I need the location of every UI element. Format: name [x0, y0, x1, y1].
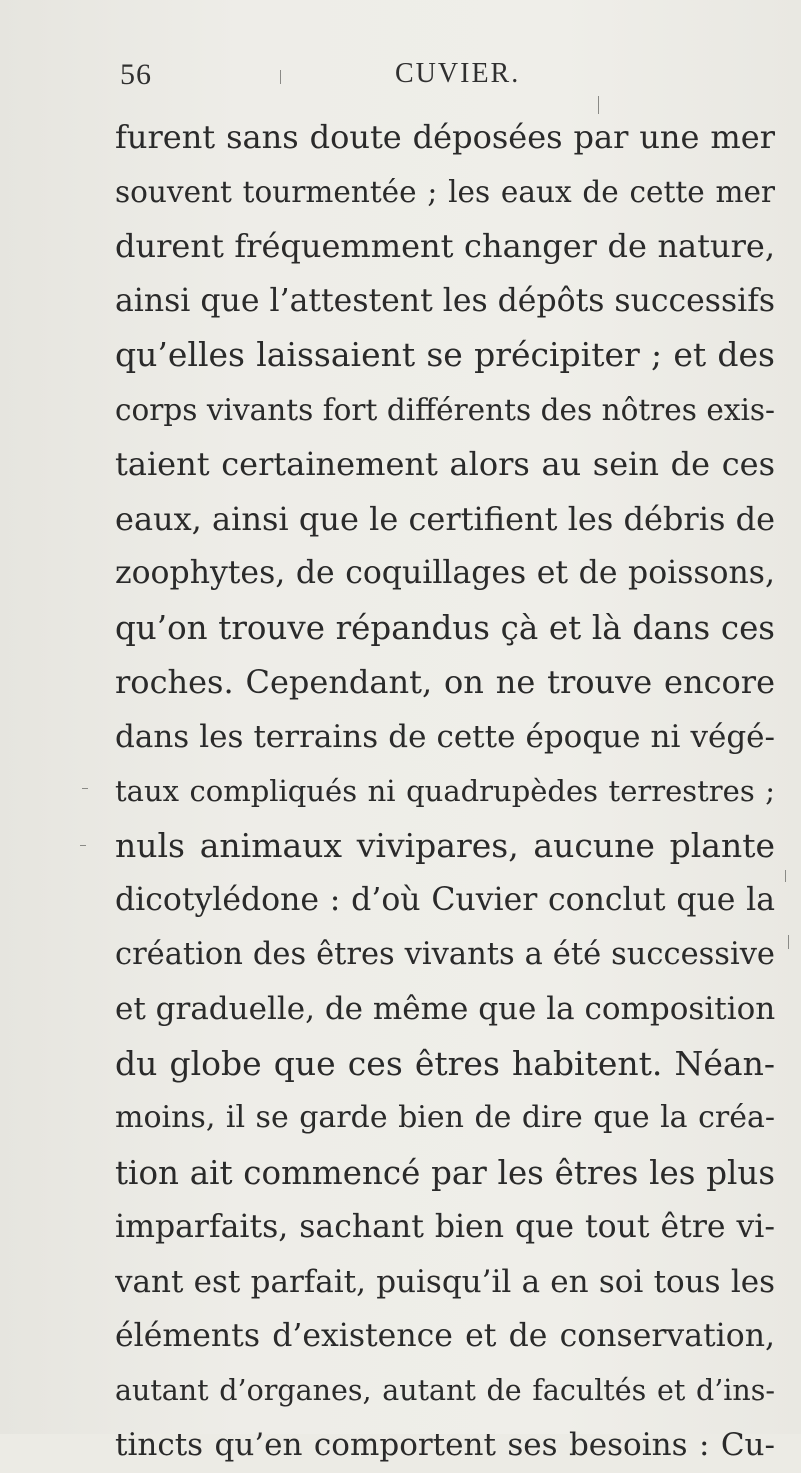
text-line: taient certainement alors au sein de ces	[115, 445, 775, 483]
text-line: zoophytes, de coquillages et de poissons,	[115, 555, 775, 591]
text-line: taux compliqués ni quadrupèdes terrestres ;	[115, 774, 775, 808]
margin-mark	[82, 788, 88, 789]
text-line: éléments d’existence et de conservation,	[115, 1318, 775, 1354]
margin-mark	[788, 935, 789, 949]
text-line: durent fréquemment changer de nature,	[115, 227, 775, 265]
text-line: corps vivants fort différents des nôtres exis-	[115, 392, 775, 427]
text-line: tincts qu’en comportent ses besoins : Cu-	[115, 1427, 775, 1463]
text-line: dicotylédone : d’où Cuvier conclut que la	[115, 882, 775, 918]
page-number: 56	[120, 58, 152, 91]
text-line: roches. Cependant, on ne trouve encore	[115, 663, 775, 701]
text-line: création des êtres vivants a été successive	[115, 936, 775, 972]
body-text	[115, 110, 775, 1473]
print-speck	[280, 70, 281, 84]
running-head	[120, 58, 680, 98]
text-line: du globe que ces êtres habitent. Néan-	[115, 1043, 775, 1083]
text-line: imparfaits, sachant bien que tout être vi-	[115, 1209, 775, 1245]
text-line: et graduelle, de même que la composition	[115, 991, 775, 1027]
text-line: nuls animaux vivipares, aucune plante	[115, 825, 775, 865]
text-line: ainsi que l’attestent les dépôts successifs	[115, 282, 775, 319]
text-line: autant d’organes, autant de facultés et d’ins-	[115, 1373, 775, 1407]
text-line: qu’elles laissaient se précipiter ; et des	[115, 335, 775, 374]
text-line: souvent tourmentée ; les eaux de cette mer	[115, 174, 775, 209]
margin-mark	[785, 870, 786, 882]
margin-mark	[80, 845, 86, 846]
text-line: qu’on trouve répandus çà et là dans ces	[115, 608, 775, 647]
text-line: vant est parfait, puisqu’il a en soi tous les	[115, 1263, 775, 1300]
text-line: eaux, ainsi que le certifient les débris de	[115, 499, 775, 538]
text-line: tion ait commencé par les êtres les plus	[115, 1153, 775, 1192]
text-line: dans les terrains de cette époque ni végé-	[115, 718, 775, 755]
running-title: CUVIER.	[395, 58, 521, 89]
text-line: moins, il se garde bien de dire que la créa-	[115, 1100, 775, 1135]
text-line: furent sans doute déposées par une mer	[115, 118, 775, 156]
